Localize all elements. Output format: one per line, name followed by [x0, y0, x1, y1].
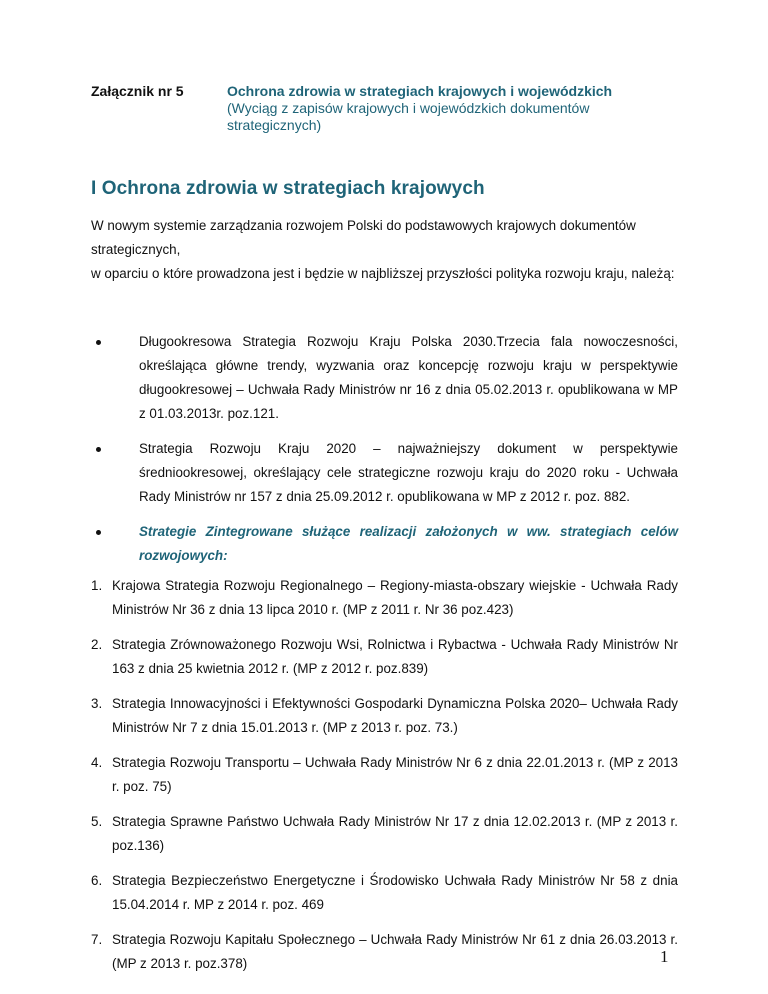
page-number: 1	[660, 947, 669, 966]
annex-subtitle: (Wyciąg z zapisów krajowych i wojewódzkich dokumentów strategicznych)	[227, 100, 590, 133]
bullet-item	[91, 520, 678, 568]
bullet-dot-icon	[96, 447, 101, 452]
list-item-number: 7.	[91, 932, 103, 947]
list-item-number: 6.	[91, 873, 103, 888]
list-item-text: Strategia Bezpieczeństwo Energetyczne i Środowisko Uchwała Rady Ministrów Nr 58 z dnia 15.04.2014 r. MP z 2014 r. poz. 469	[112, 873, 678, 912]
section-heading: I Ochrona zdrowia w strategiach krajowych	[91, 178, 485, 199]
bullet-text: Strategia Rozwoju Kraju 2020 – najważniejszy dokument w perspektywie średniookresowej, określający cele strategiczne rozwoju kraju do 2020 roku - Uchwała Rady Ministrów nr 157 z dnia 25.09.2012 r. opublikowana w MP z 2012 r. poz. 882.	[139, 441, 678, 504]
list-item-text: Strategia Zrównoważonego Rozwoju Wsi, Rolnictwa i Rybactwa - Uchwała Rady Ministrów Nr 163 z dnia 25 kwietnia 2012 r. (MP z 2012 r. poz.839)	[112, 637, 678, 676]
list-item-text: Strategia Innowacyjności i Efektywności Gospodarki Dynamiczna Polska 2020– Uchwała Rady Ministrów Nr 7 z dnia 15.01.2013 r. (MP z 2013 r. poz. 73.)	[112, 696, 678, 735]
list-item	[91, 692, 678, 740]
list-item-text: Strategia Rozwoju Kapitału Społecznego – Uchwała Rady Ministrów Nr 61 z dnia 26.03.2013 r. (MP z 2013 r. poz.378)	[112, 932, 678, 971]
list-item	[91, 633, 678, 681]
list-item-number: 4.	[91, 755, 103, 770]
list-item	[91, 928, 678, 976]
list-item	[91, 869, 678, 917]
annex-title: Ochrona zdrowia w strategiach krajowych i wojewódzkich	[227, 83, 613, 99]
list-item	[91, 751, 678, 799]
list-item-number: 2.	[91, 637, 103, 652]
bullet-text-emphasized: Strategie Zintegrowane służące realizacji założonych w ww. strategiach celów rozwojowych:	[139, 524, 678, 563]
bullet-dot-icon	[96, 340, 101, 345]
intro-line-2: w oparciu o które prowadzona jest i będzie w najbliższej przyszłości polityka rozwoju kraju, należą:	[91, 266, 675, 281]
list-item-text: Strategia Rozwoju Transportu – Uchwała Rady Ministrów Nr 6 z dnia 22.01.2013 r. (MP z 2013 r. poz. 75)	[112, 755, 678, 794]
bullet-text: Długookresowa Strategia Rozwoju Kraju Polska 2030.Trzecia fala nowoczesności, określająca główne trendy, wyzwania oraz koncepcję rozwoju kraju w perspektywie długookresowej – Uchwała Rady Ministrów nr 16 z dnia 05.02.2013 r. opublikowana w MP z 01.03.2013r. poz.121.	[139, 334, 678, 421]
strategy-bullet-list	[91, 330, 678, 579]
intro-paragraph	[91, 214, 678, 286]
bullet-item	[91, 330, 678, 426]
list-item-text: Strategia Sprawne Państwo Uchwała Rady Ministrów Nr 17 z dnia 12.02.2013 r. (MP z 2013 r. poz.136)	[112, 814, 678, 853]
list-item-number: 1.	[91, 578, 103, 593]
list-item	[91, 574, 678, 622]
annex-label: Załącznik nr 5	[91, 83, 184, 99]
integrated-strategies-list	[91, 574, 678, 987]
bullet-item	[91, 437, 678, 509]
list-item-number: 5.	[91, 814, 103, 829]
list-item-number: 3.	[91, 696, 103, 711]
list-item	[91, 810, 678, 858]
annex-title-block	[227, 83, 687, 134]
intro-line-1: W nowym systemie zarządzania rozwojem Polski do podstawowych krajowych dokumentów strategicznych,	[91, 218, 636, 257]
list-item-text: Krajowa Strategia Rozwoju Regionalnego – Regiony-miasta-obszary wiejskie - Uchwała Rady Ministrów Nr 36 z dnia 13 lipca 2010 r. (MP z 2011 r. Nr 36 poz.423)	[112, 578, 678, 617]
bullet-dot-icon	[96, 530, 101, 535]
